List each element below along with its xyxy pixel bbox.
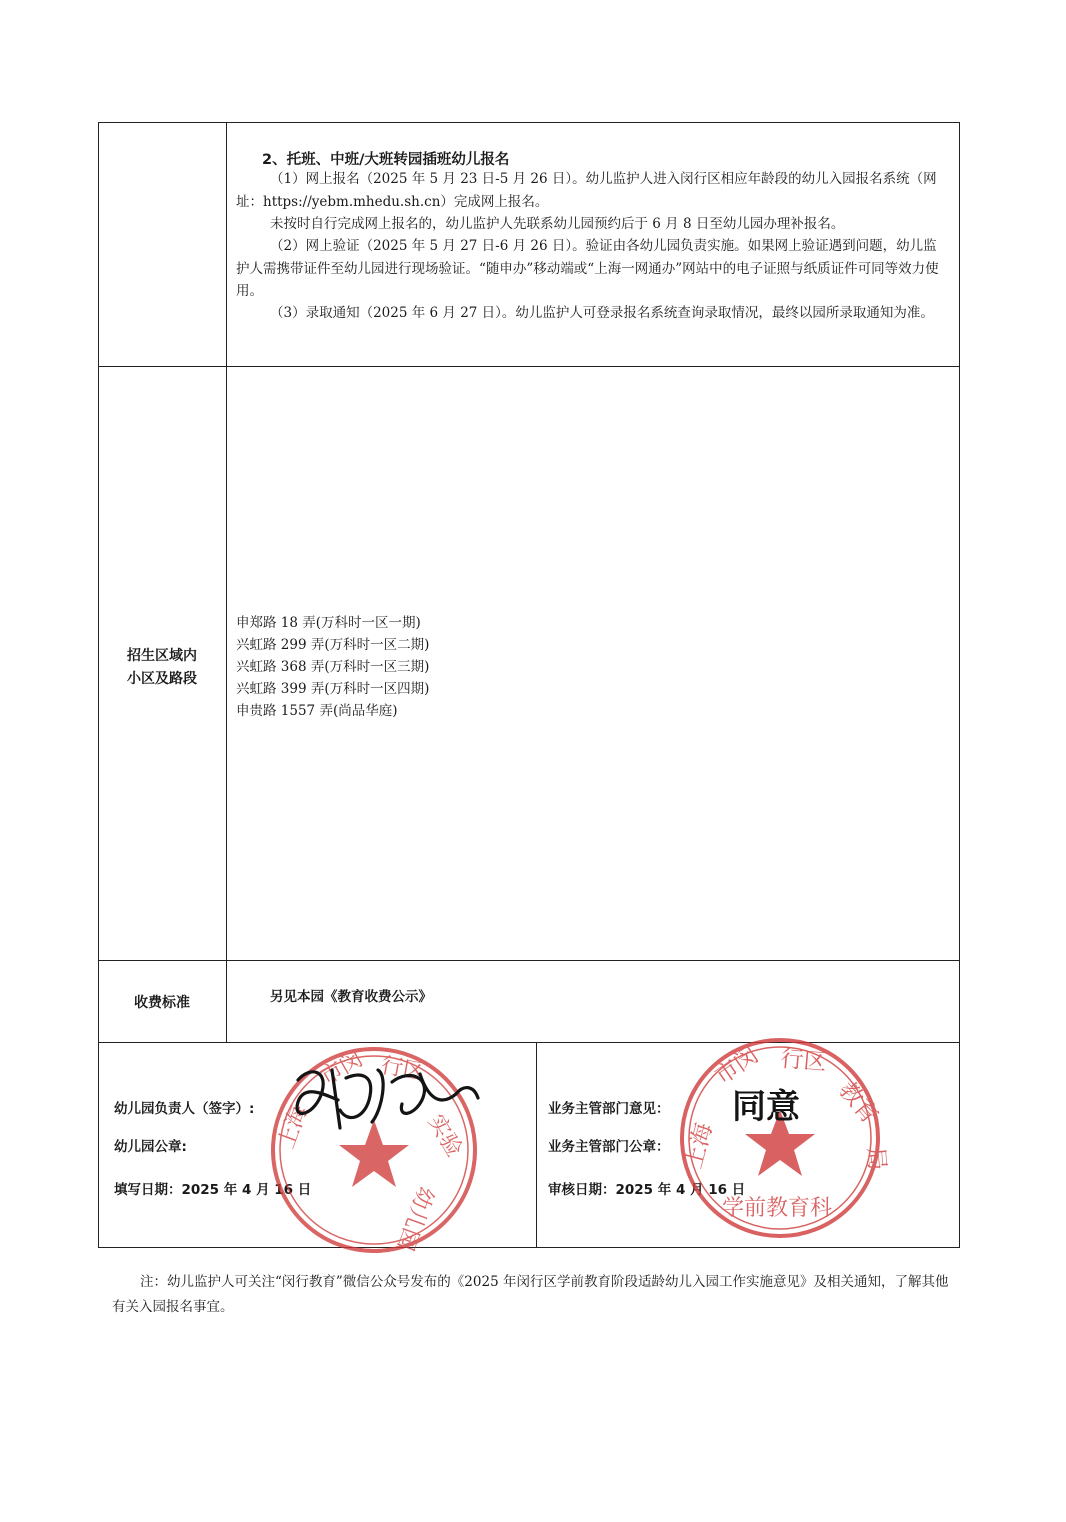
svg-text:局: 局 [862,1146,890,1172]
svg-text:教育: 教育 [833,1077,883,1130]
svg-text:学前教育科: 学前教育科 [722,1196,833,1221]
svg-text:市闵: 市闵 [710,1042,764,1090]
authority-opinion-label: 业务主管部门意见： [548,1101,670,1117]
paragraph-admission-notice: （3）录取通知（2025 年 6 月 27 日）。幼儿监护人可登录报名系统查询录取情况，最终以园所录取通知为准。 [270,305,934,321]
authority-seal [681,1040,890,1236]
address-item: 申郑路 18 弄(万科时一区一期) [236,615,421,631]
svg-text:幼儿园: 幼儿园 [391,1182,438,1254]
svg-text:实验: 实验 [422,1110,467,1162]
zone-label-line2: 小区及路段 [127,671,197,687]
fill-date: 填写日期：2025 年 4 月 16 日 [114,1182,312,1198]
paragraph-late-registration: 未按时自行完成网上报名的，幼儿监护人先联系幼儿园预约后于 6 月 8 日至幼儿园办理补报名。 [270,216,845,232]
svg-text:市闵: 市闵 [316,1046,368,1091]
review-date: 审核日期：2025 年 4 月 16 日 [548,1182,746,1198]
section-title: 2、托班、中班/大班转园插班幼儿报名 [262,152,510,168]
authority-seal-label: 业务主管部门公章： [548,1139,670,1155]
fee-value: 另见本园《教育收费公示》 [270,989,432,1005]
svg-text:上海: 上海 [680,1120,718,1172]
address-item: 申贵路 1557 弄(尚品华庭) [236,703,398,719]
address-item: 兴虹路 368 弄(万科时一区三期) [236,659,430,675]
paragraph-online-registration: （1）网上报名（2025 年 5 月 23 日-5 月 26 日）。幼儿监护人进入闵行区相应年龄段的幼儿入园报名系统（网址：https://yebm.mhedu.sh.cn）完成网上报名。 [236,171,937,210]
svg-text:行区: 行区 [779,1046,828,1076]
paragraph-online-verification: （2）网上验证（2025 年 5 月 27 日-6 月 26 日）。验证由各幼儿园负责实施。如果网上验证遇到问题，幼儿监护人需携带证件至幼儿园进行现场验证。“随申办”移动端或“上海一网通办”网站中的电子证照与纸质证件可同等效力使用。 [236,238,939,299]
kindergarten-seal [273,1047,475,1254]
footnote: 注：幼儿监护人可关注“闵行教育”微信公众号发布的《2025 年闵行区学前教育阶段适龄幼儿入园工作实施意见》及相关通知，了解其他有关入园报名事宜。 [112,1274,949,1315]
principal-signature-label: 幼儿园负责人（签字）: [114,1101,255,1117]
svg-text:行区: 行区 [378,1053,427,1086]
svg-text:上海: 上海 [274,1102,313,1153]
approval-mark: 同意 [732,1087,800,1127]
kindergarten-seal-label: 幼儿园公章: [114,1139,187,1155]
zone-label-line1: 招生区域内 [127,648,197,664]
fee-label: 收费标准 [134,995,190,1011]
address-item: 兴虹路 299 弄(万科时一区二期) [236,637,430,653]
address-item: 兴虹路 399 弄(万科时一区四期) [236,681,430,697]
